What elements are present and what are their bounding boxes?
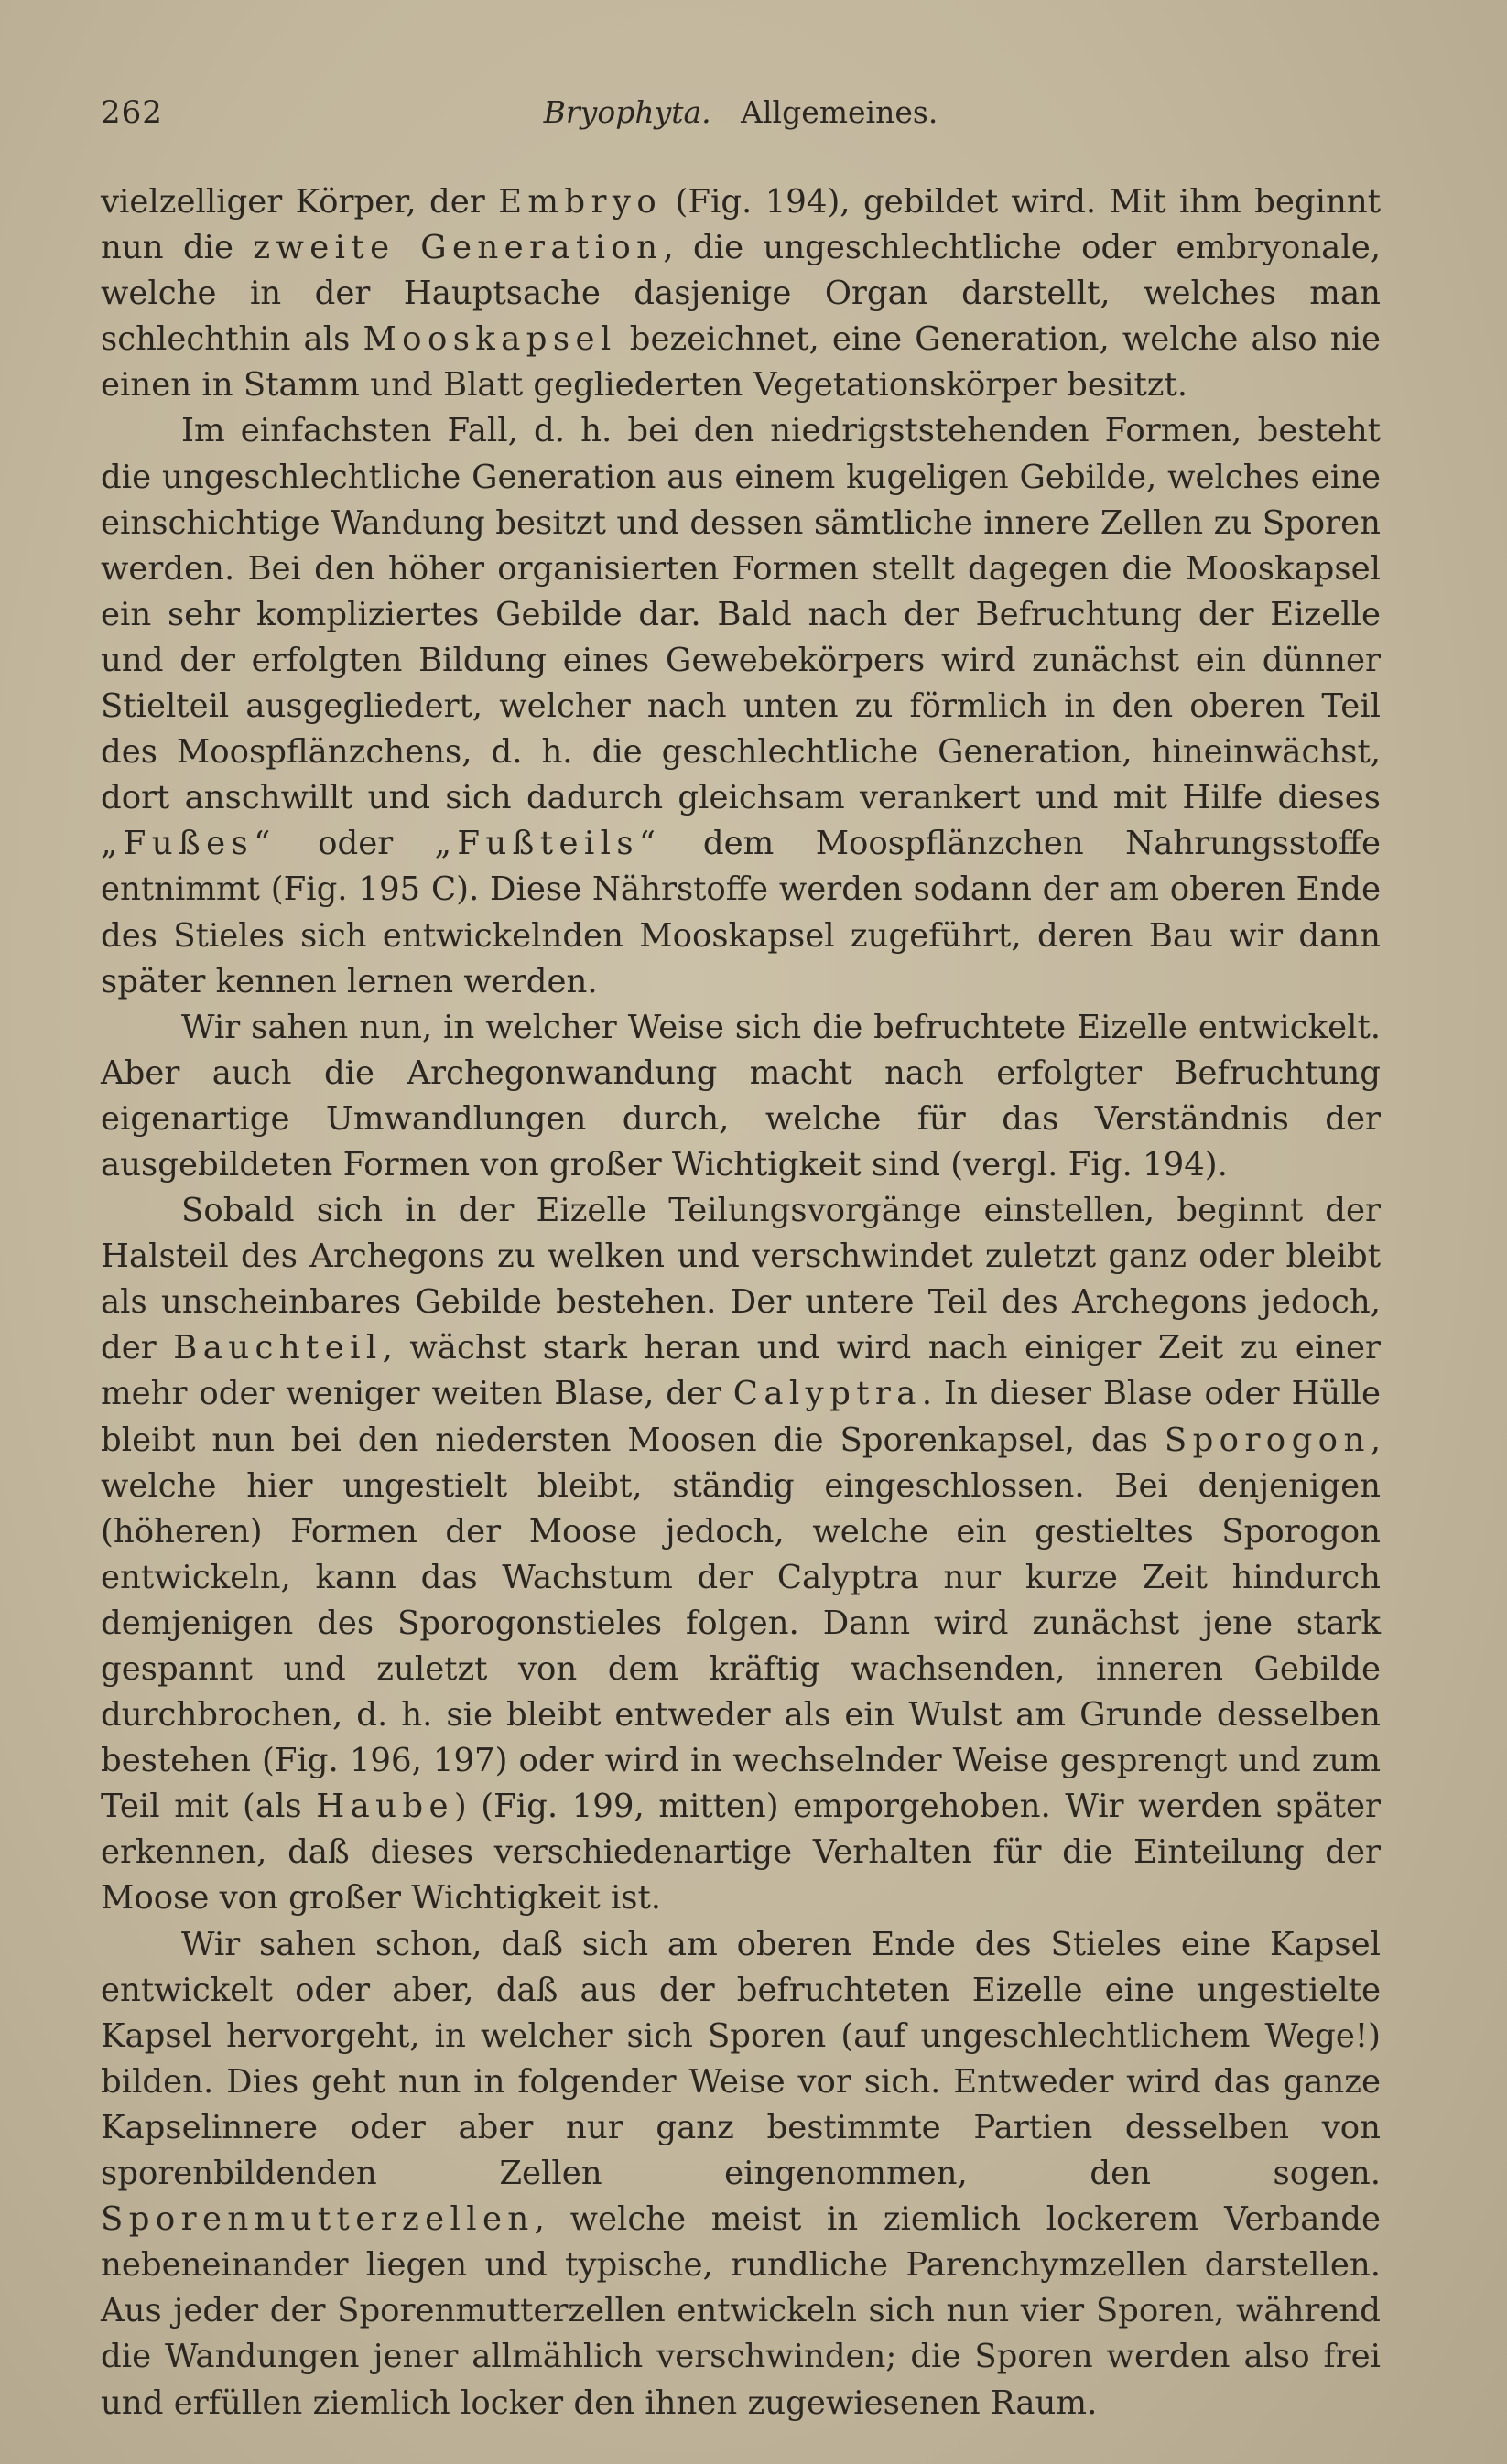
- paragraph-1: [101, 179, 1381, 408]
- term-fusses: „Fußes“: [101, 825, 276, 863]
- text-run: Im einfachsten Fall, d. h. bei den niedrigststehenden Formen, besteht die ungeschlechtliche Generation aus einem kugeligen Gebilde, welches eine einschichtige Wandung besitzt und dessen sämtliche innere Zellen zu Sporen werden. Bei den höher organisierten Formen stellt dagegen die Mooskapsel ein sehr kompliziertes Gebilde dar. Bald nach der Befruchtung der Eizelle und der erfolgten Bildung eines Gewebekörpers wird zunächst ein dünner Stielteil ausgegliedert, welcher nach unten zu förmlich in den oberen Teil des Moospflänzchens, d. h. die geschlechtliche Generation, hineinwächst, dort anschwillt und sich dadurch gleichsam verankert und mit Hilfe dieses: [101, 412, 1381, 817]
- text-run: Wir sahen nun, in welcher Weise sich die befruchtete Eizelle entwickelt. Aber auch die Archegonwandung macht nach erfolgter Befruchtung eigenartige Umwandlungen durch, welche für das Verständnis der ausgebildeten Formen von großer Wichtigkeit sind (vergl. Fig. 194).: [101, 1008, 1381, 1183]
- term-bauchteil: Bauchteil: [173, 1329, 383, 1367]
- term-sporenmutterzellen: Sporenmutterzellen: [101, 2200, 535, 2239]
- term-embryo: Embryo: [498, 183, 663, 221]
- text-run: , welche hier ungestielt bleibt, ständig eingeschlossen. Bei denjenigen (höheren) Formen der Moose jedoch, welche ein gestieltes Sporogon entwickeln, kann das Wachstum der Calyptra nur kurze Zeit hindurch demjenigen des Sporogonstieles folgen. Dann wird zunächst jene stark gespannt und zuletzt von dem kräftig wachsenden, inneren Gebilde durchbrochen, d. h. sie bleibt entweder als ein Wulst am Grunde desselben bestehen (Fig. 196, 197) oder wird in wechselnder Weise gesprengt und zum Teil mit (als: [101, 1421, 1381, 1826]
- body-text: [101, 179, 1381, 2426]
- text-run: , welche meist in ziemlich lockerem Verbande nebeneinander liegen und typische, rundliche Parenchymzellen darstellen. Aus jeder der Sporenmutterzellen entwickeln sich nun vier Sporen, während die Wandungen jener allmählich verschwinden; die Sporen werden also frei und erfüllen ziemlich locker den ihnen zugewiesenen Raum.: [101, 2200, 1381, 2422]
- term-sporogon: Sporogon: [1164, 1421, 1371, 1459]
- running-head-german: Allgemeines.: [741, 94, 938, 130]
- text-run: , wächst stark heran und wird nach einiger Zeit zu einer mehr oder weniger weiten Blase, der: [101, 1329, 1382, 1413]
- text-run: bezeichnet, eine Generation, welche also nie einen in Stamm und Blatt gegliederten Vegetationskörper besitzt.: [101, 320, 1382, 405]
- text-run: Sobald sich in der Eizelle Teilungsvorgänge einstellen, beginnt der Halsteil des Archegons zu welken und verschwindet zuletzt ganz oder bleibt als unscheinbares Gebilde bestehen. Der untere Teil des Archegons jedoch, der: [101, 1192, 1381, 1367]
- text-run: oder: [276, 825, 435, 863]
- paragraph-4: [101, 1188, 1381, 1922]
- text-run: Wir sahen schon, daß sich am oberen Ende des Stieles eine Kapsel entwickelt oder aber, daß aus der befruchteten Eizelle eine ungestielte Kapsel hervorgeht, in welcher sich Sporen (auf ungeschlechtlichem Wege!) bilden. Dies geht nun in folgender Weise vor sich. Entweder wird das ganze Kapselinnere oder aber nur ganz bestimmte Partien desselben von sporenbildenden Zellen eingenommen, den sogen.: [101, 1925, 1381, 2193]
- term-calyptra: Calyptra: [732, 1375, 922, 1413]
- text-run: vielzelliger Körper, der: [101, 183, 499, 221]
- text-run: (Fig. 194), gebildet wird. Mit ihm beginnt nun die: [101, 183, 1381, 267]
- paragraph-3: [101, 1005, 1381, 1188]
- page-header: [101, 90, 1381, 135]
- term-haube: Haube: [316, 1788, 454, 1826]
- paragraph-5: [101, 1922, 1381, 2426]
- running-head: [101, 90, 1381, 135]
- text-run: dem Moospflänzchen Nahrungsstoffe entnimmt (Fig. 195 C). Diese Nährstoffe werden sodann der am oberen Ende des Stieles sich entwickelnden Mooskapsel zugeführt, deren Bau wir dann später kennen lernen werden.: [101, 825, 1381, 1000]
- text-run: . In dieser Blase oder Hülle bleibt nun bei den niedersten Moosen die Sporenkapsel, das: [101, 1375, 1382, 1459]
- text-run: , die ungeschlechtliche oder embryonale, welche in der Hauptsache dasjenige Organ darstellt, welches man schlechthin als: [101, 229, 1381, 359]
- page-number: 262: [101, 94, 163, 131]
- term-fussteils: „Fußteils“: [434, 825, 662, 863]
- text-run: ) (Fig. 199, mitten) emporgehoben. Wir werden später erkennen, daß dieses verschiedenartige Verhalten für die Einteilung der Moose von großer Wichtigkeit ist.: [101, 1788, 1381, 1918]
- running-head-latin: Bryophyta.: [543, 94, 711, 130]
- term-zweite-generation: zweite Generation: [253, 229, 664, 267]
- paragraph-2: [101, 408, 1381, 1004]
- term-mooskapsel: Mooskapsel: [363, 320, 617, 359]
